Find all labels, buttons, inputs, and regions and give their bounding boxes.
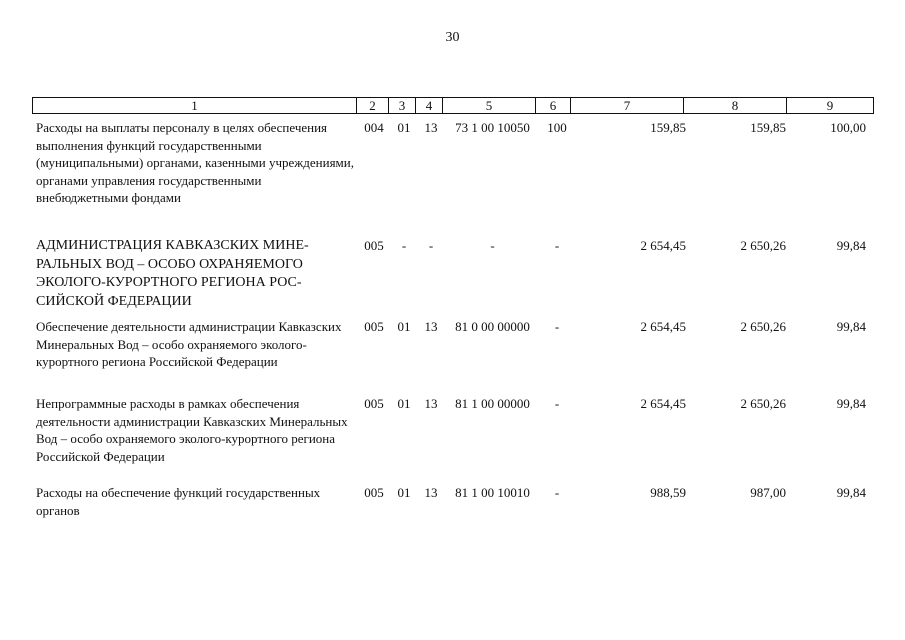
row-col-4: 13 bbox=[424, 120, 438, 135]
row-col-7: 159,85 bbox=[650, 120, 686, 135]
row-col-9: 99,84 bbox=[836, 238, 866, 253]
row-col-2: 005 bbox=[364, 319, 384, 334]
header-col-6: 6 bbox=[536, 98, 571, 113]
row-col-8: 2 650,26 bbox=[740, 396, 786, 411]
header-col-9: 9 bbox=[826, 98, 834, 113]
header-col-2: 2 bbox=[357, 98, 389, 113]
row-col-2: 005 bbox=[364, 396, 384, 411]
row-col-4: 13 bbox=[424, 485, 438, 500]
row-col-6: - bbox=[554, 319, 560, 334]
row-col-4: - bbox=[428, 238, 434, 253]
row-col-7: 2 654,45 bbox=[640, 238, 686, 253]
row-col-5: 73 1 00 10050 bbox=[455, 120, 530, 135]
row-col-9: 100,00 bbox=[830, 120, 866, 135]
table-header bbox=[32, 97, 874, 114]
row-col-6: 100 bbox=[547, 120, 567, 135]
row-col-9: 99,84 bbox=[836, 485, 866, 500]
row-col-5: 81 1 00 00000 bbox=[455, 396, 530, 411]
row-col-6: - bbox=[554, 238, 560, 253]
row-col-3: 01 bbox=[397, 485, 411, 500]
row-description: Непрограммные расходы в рамках обеспечения деятельности администрации Кавказских Минеральных Вод – особо охраняемого эколого-курортного региона Российской Федерации bbox=[36, 396, 348, 464]
row-col-8: 2 650,26 bbox=[740, 319, 786, 334]
page-number: 30 bbox=[445, 30, 460, 45]
row-col-4: 13 bbox=[424, 396, 438, 411]
row-col-5: 81 1 00 10010 bbox=[455, 485, 530, 500]
row-col-3: 01 bbox=[397, 319, 411, 334]
row-col-6: - bbox=[554, 485, 560, 500]
header-col-5: 5 bbox=[443, 98, 536, 113]
row-col-5: - bbox=[490, 238, 495, 253]
row-col-9: 99,84 bbox=[836, 396, 866, 411]
row-col-8: 987,00 bbox=[750, 485, 786, 500]
row-description: АДМИНИСТРАЦИЯ КАВКАЗСКИХ МИНЕ-РАЛЬНЫХ ВОД – ОСОБО ОХРАНЯЕМОГО ЭКОЛОГО-КУРОРТНОГО РЕГИОНА РОС-СИЙСКОЙ ФЕДЕРАЦИИ bbox=[36, 238, 309, 309]
header-col-8: 8 bbox=[684, 98, 787, 113]
row-col-7: 2 654,45 bbox=[640, 396, 686, 411]
row-col-7: 988,59 bbox=[650, 485, 686, 500]
header-col-7: 7 bbox=[571, 98, 684, 113]
row-col-8: 159,85 bbox=[750, 120, 786, 135]
header-col-3: 3 bbox=[389, 98, 416, 113]
row-description: Обеспечение деятельности администрации Кавказских Минеральных Вод – особо охраняемого эколого-курортного региона Российской Федерации bbox=[36, 319, 342, 369]
row-col-7: 2 654,45 bbox=[640, 319, 686, 334]
row-col-2: 005 bbox=[364, 485, 384, 500]
header-col-1: 1 bbox=[33, 98, 357, 113]
row-col-4: 13 bbox=[424, 319, 438, 334]
header-col-4: 4 bbox=[416, 98, 443, 113]
row-col-6: - bbox=[554, 396, 560, 411]
row-description: Расходы на обеспечение функций государственных органов bbox=[36, 485, 321, 518]
row-col-9: 99,84 bbox=[836, 319, 866, 334]
row-col-3: 01 bbox=[397, 120, 411, 135]
row-col-3: 01 bbox=[397, 396, 411, 411]
row-col-5: 81 0 00 00000 bbox=[455, 319, 530, 334]
row-col-2: 005 bbox=[364, 238, 384, 253]
row-col-2: 004 bbox=[364, 120, 384, 135]
row-col-3: - bbox=[401, 238, 407, 253]
row-description: Расходы на выплаты персоналу в целях обеспечения выполнения функций государственными (муниципальными) органами, казенными учреждениями, органами управления государственными внебюджетными фондами bbox=[36, 120, 354, 205]
row-col-8: 2 650,26 bbox=[740, 238, 786, 253]
